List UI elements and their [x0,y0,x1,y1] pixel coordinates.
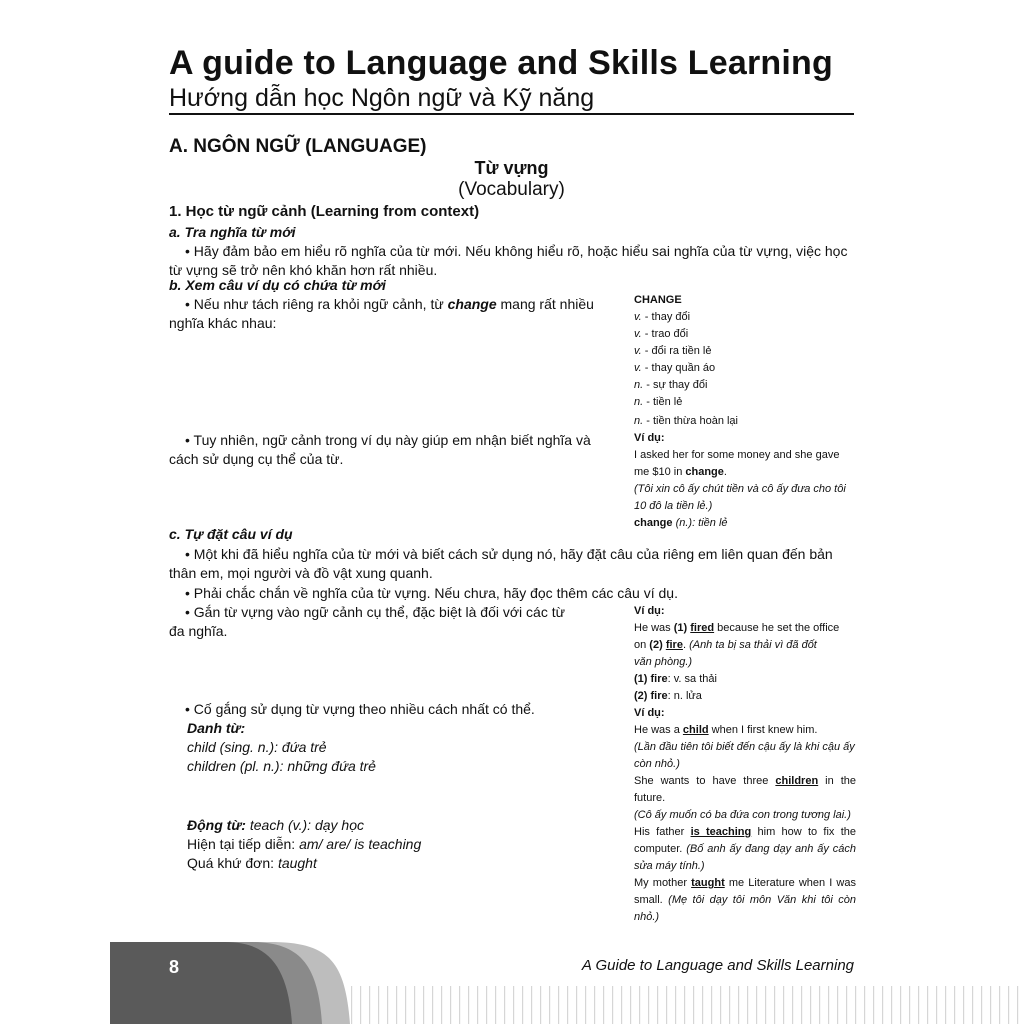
paragraph-b1: • Nếu như tách riêng ra khỏi ngữ cảnh, từ change mang rất nhiều nghĩa khác nhau: [169,296,594,331]
paragraph-b2: • Tuy nhiên, ngữ cảnh trong ví dụ này giúp em nhận biết nghĩa và cách sử dụng cụ thể của từ. [169,432,591,467]
book-title: A guide to Language and Skills Learning [169,44,833,82]
paragraph-c4: • Cố gắng sử dụng từ vựng theo nhiều cách nhất có thể. [185,701,535,717]
sidebar-child: Ví dụ: He was a child when I first knew him. (Lần đầu tiên tôi biết đến cậu ấy là khi cậu ấy còn nhỏ.) She wants to have three children in the future. (Cô ấy muốn có ba đứa con trong tương lai.) His father is teaching him how to fix the computer. (Bố anh ấy đang dạy anh ấy cách sửa máy tính.) My mother taught me Literature when I was small. (Mẹ tôi dạy tôi môn Văn khi tôi còn nhỏ.) [634,707,857,923]
footer-band [0,942,1024,1024]
subheading-b: b. Xem câu ví dụ có chứa từ mới [169,277,386,293]
sidebar-change: CHANGE v. - thay đổi v. - trao đổi v. - đổi ra tiền lẻ v. - thay quần áo n. - sự thay đổi n. - tiền lẻ n. - tiền thừa hoàn lại Ví dụ: I asked her for some money and she gave me $10 in change. (Tôi xin cô ấy chút tiền và cô ấy đưa cho tôi 10 đô la tiền lẻ.) change (n.): tiền lẻ [634,294,846,529]
section-heading: A. NGÔN NGỮ (LANGUAGE) [169,136,427,157]
paragraph-c2: • Phải chắc chắn về nghĩa của từ vựng. Nếu chưa, hãy đọc thêm các câu ví dụ. [185,585,678,601]
subheading-a: a. Tra nghĩa từ mới [169,224,296,240]
footer-stripes [330,986,1024,1024]
running-title: A Guide to Language and Skills Learning [581,957,854,974]
paragraph-c1: • Một khi đã hiểu nghĩa của từ mới và biết cách sử dụng nó, hãy đặt câu của riêng em liên quan đến bản thân em, mọi người và đồ vật xung quanh. [169,546,833,581]
verb-examples: Động từ: teach (v.): dạy học Hiện tại tiếp diễn: am/ are/ is teaching Quá khứ đơn: taught [187,817,422,871]
title-divider [169,113,854,115]
topic-subtitle: (Vocabulary) [458,179,565,200]
subheading-c: c. Tự đặt câu ví dụ [169,526,293,542]
topic-title: Từ vựng [474,158,549,178]
part-heading: 1. Học từ ngữ cảnh (Learning from context) [169,203,480,220]
book-subtitle: Hướng dẫn học Ngôn ngữ và Kỹ năng [169,84,595,112]
page-number: 8 [169,957,180,977]
noun-examples: Danh từ: child (sing. n.): đứa trẻ children (pl. n.): những đứa trẻ [187,720,376,774]
paragraph-a: • Hãy đảm bảo em hiểu rõ nghĩa của từ mới. Nếu không hiểu rõ, hoặc hiểu sai nghĩa của từ vựng, việc học từ vựng sẽ trở nên khó khăn hơn rất nhiều. [169,243,848,278]
footer-wave-graphic [0,942,1024,1024]
footer-wave-dark [110,942,292,1024]
paragraph-c3: • Gắn từ vựng vào ngữ cảnh cụ thể, đặc biệt là đối với các từ đa nghĩa. [169,604,565,639]
sidebar-fire: Ví dụ: He was (1) fired because he set the office on (2) fire. (Anh ta bị sa thải vì đã đốt văn phòng.) (1) fire: v. sa thải (2) fire: n. lửa [634,605,840,702]
